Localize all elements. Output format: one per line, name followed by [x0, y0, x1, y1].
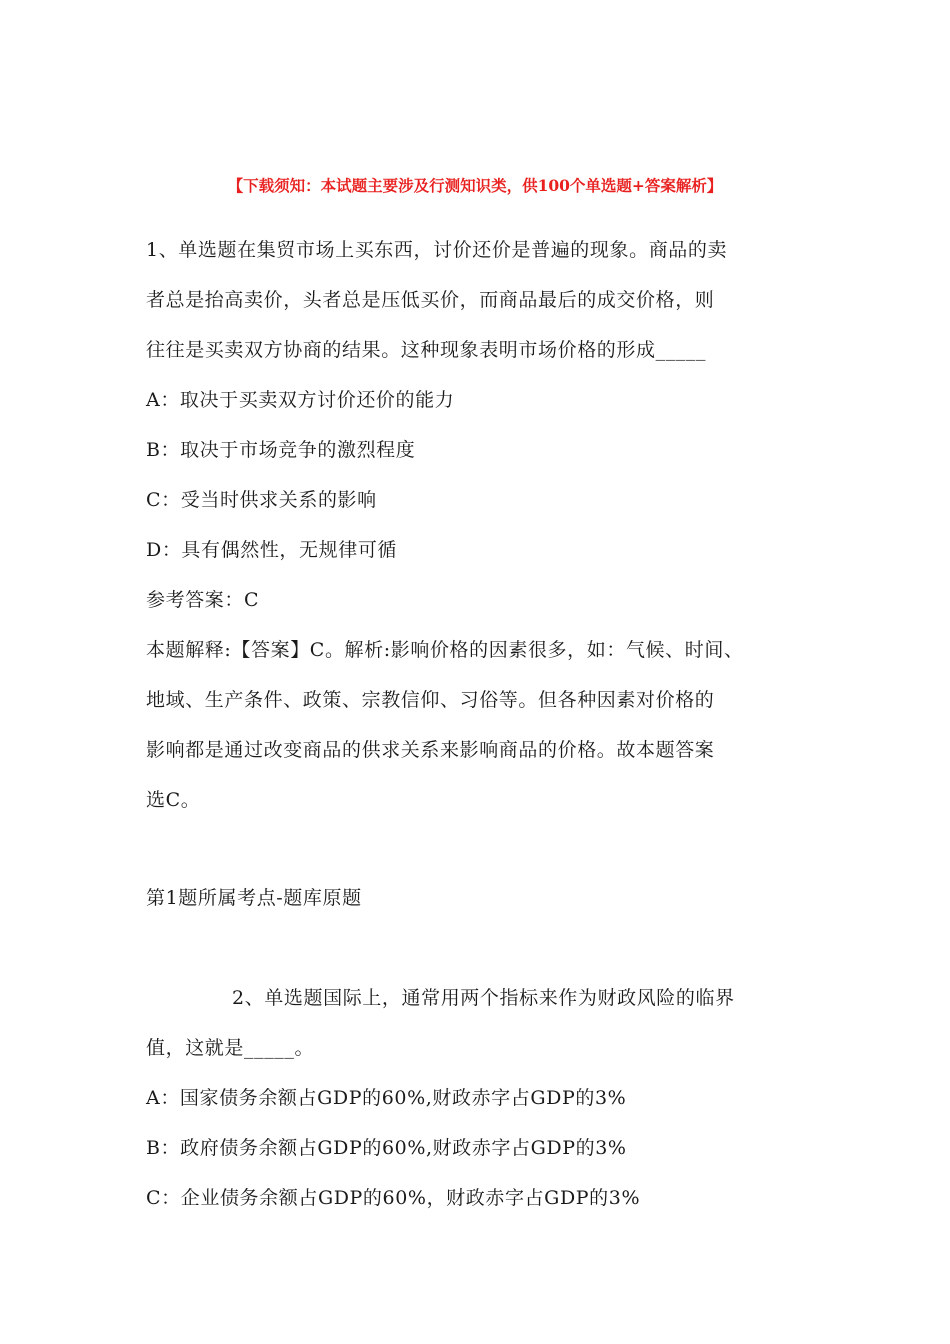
q1-topic: 第1题所属考点-题库原题	[146, 887, 362, 909]
q1-option-d: D：具有偶然性，无规律可循	[146, 539, 398, 561]
q2-stem-line-1: 2、单选题国际上，通常用两个指标来作为财政风险的临界	[232, 987, 735, 1009]
q2-option-a: A：国家债务余额占GDP的60%,财政赤字占GDP的3%	[146, 1087, 627, 1109]
q1-option-a: A：取决于买卖双方讨价还价的能力	[146, 389, 455, 411]
q1-stem-line-2: 者总是抬高卖价，头者总是压低买价，而商品最后的成交价格，则	[146, 289, 715, 311]
q1-option-b: B：取决于市场竞争的激烈程度	[146, 439, 416, 461]
q2-option-b: B：政府债务余额占GDP的60%,财政赤字占GDP的3%	[146, 1137, 627, 1159]
q1-option-c: C：受当时供求关系的影响	[146, 489, 377, 511]
q2-option-c: C：企业债务余额占GDP的60%，财政赤字占GDP的3%	[146, 1187, 641, 1209]
download-notice: 【下载须知：本试题主要涉及行测知识类，供100个单选题+答案解析】	[227, 176, 723, 195]
q1-explanation-line-1: 本题解释:【答案】C。解析:影响价格的因素很多，如：气候、时间、	[146, 639, 744, 661]
q1-stem-line-1: 1、单选题在集贸市场上买东西，讨价还价是普遍的现象。商品的卖	[146, 239, 728, 261]
q1-explanation-line-3: 影响都是通过改变商品的供求关系来影响商品的价格。故本题答案	[146, 739, 715, 761]
q1-answer: 参考答案：C	[146, 589, 260, 611]
q1-stem-line-3: 往往是买卖双方协商的结果。这种现象表明市场价格的形成_____	[146, 339, 707, 361]
q1-explanation-line-4: 选C。	[146, 789, 201, 811]
q1-explanation-line-2: 地域、生产条件、政策、宗教信仰、习俗等。但各种因素对价格的	[146, 689, 715, 711]
q2-stem-line-2: 值，这就是_____。	[146, 1037, 315, 1059]
